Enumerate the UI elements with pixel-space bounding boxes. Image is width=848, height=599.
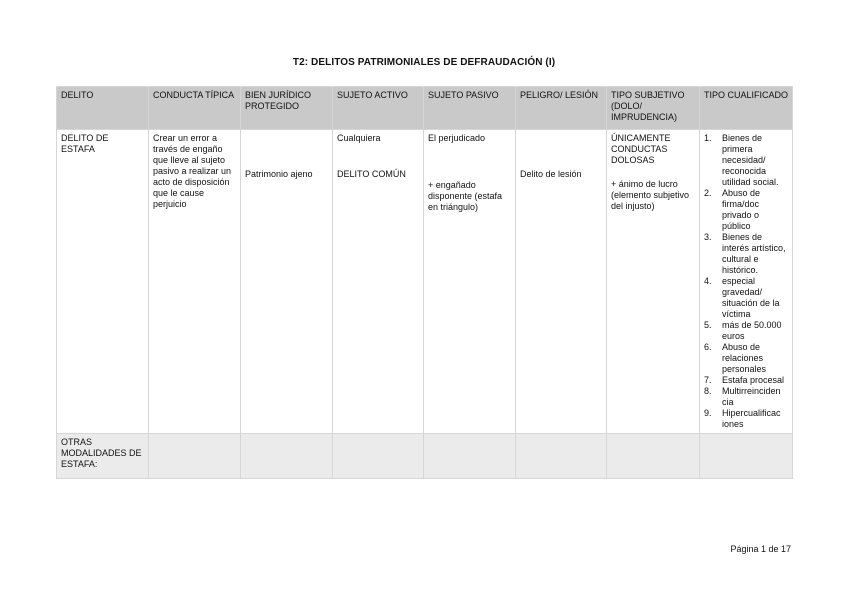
sujeto-pasivo-text: El perjudicado	[428, 133, 486, 143]
cell-bien	[241, 130, 333, 434]
table-row	[57, 130, 793, 434]
list-item-text: Estafa procesal	[722, 375, 785, 385]
list-item-number: 5.	[704, 320, 712, 330]
list-item-number: 7.	[704, 375, 712, 385]
document-title: T2: DELITOS PATRIMONIALES DE DEFRAUDACIÓN (I)	[292, 57, 556, 68]
list-item-text: Abuso de firma/doc privado o público	[722, 188, 761, 231]
list-item-text: Multirreinciden cia	[722, 386, 781, 407]
list-item-number: 2.	[704, 188, 712, 198]
header-delito: DELITO	[57, 87, 149, 130]
empty-cell	[424, 434, 516, 479]
list-item-text: Bienes de interés artístico, cultural e histórico.	[722, 232, 786, 275]
list-item-number: 6.	[704, 342, 712, 352]
offenses-table	[56, 86, 793, 479]
page-number: Página 1 de 17	[730, 544, 791, 554]
cell-delito: DELITO DE ESTAFA	[57, 130, 149, 434]
engañado-text: + engañado disponente (estafa en triángulo)	[428, 180, 503, 212]
header-sujeto-pasivo: SUJETO PASIVO	[424, 87, 516, 130]
list-item	[704, 386, 788, 408]
list-item	[704, 188, 788, 232]
table-row	[57, 434, 793, 479]
list-item-text: Bienes de primera necesidad/ reconocida utilidad social.	[722, 133, 779, 187]
empty-cell	[241, 434, 333, 479]
sujeto-activo-text: Cualquiera	[337, 133, 381, 143]
list-item	[704, 320, 788, 342]
header-conducta-tipica: CONDUCTA TÍPICA	[149, 87, 241, 130]
cell-conducta: Crear un error a través de engaño que lleve al sujeto pasivo a realizar un acto de disposición que le cause perjuicio	[149, 130, 241, 434]
animo-lucro-text: + ánimo de lucro (elemento subjetivo del injusto)	[611, 179, 690, 211]
empty-cell	[607, 434, 700, 479]
list-item-text: Hipercualificac iones	[722, 408, 781, 429]
list-item-text: más de 50.000 euros	[722, 320, 782, 341]
cell-tipo-cualificado	[700, 130, 793, 434]
list-item	[704, 232, 788, 276]
list-item	[704, 276, 788, 320]
header-bien-juridico: BIEN JURÍDICO PROTEGIDO	[241, 87, 333, 130]
list-item-number: 8.	[704, 386, 712, 396]
delito-comun-text: DELITO COMÚN	[337, 169, 406, 179]
cell-tipo-subjetivo	[607, 130, 700, 434]
cell-peligro	[516, 130, 607, 434]
list-item-number: 1.	[704, 133, 712, 143]
bien-text: Patrimonio ajeno	[245, 169, 313, 179]
cell-sujeto-pasivo	[424, 130, 516, 434]
header-sujeto-activo: SUJETO ACTIVO	[333, 87, 424, 130]
empty-cell	[516, 434, 607, 479]
list-item-text: especial gravedad/ situación de la víctima	[722, 276, 780, 319]
list-item-text: Abuso de relaciones personales	[722, 342, 767, 374]
dolo-text: ÚNICAMENTE CONDUCTAS DOLOSAS	[611, 133, 671, 165]
list-item	[704, 375, 788, 386]
list-item	[704, 342, 788, 375]
table-header-row	[57, 87, 793, 130]
list-item-number: 9.	[704, 408, 712, 418]
header-peligro-lesion: PELIGRO/ LESIÓN	[516, 87, 607, 130]
cualificados-list	[704, 133, 788, 430]
empty-cell	[333, 434, 424, 479]
cell-otras-modalidades: OTRAS MODALIDADES DE ESTAFA:	[57, 434, 149, 479]
list-item	[704, 133, 788, 188]
list-item-number: 3.	[704, 232, 712, 242]
header-tipo-cualificado: TIPO CUALIFICADO	[700, 87, 793, 130]
peligro-text: Delito de lesión	[520, 169, 582, 179]
cell-sujeto-activo	[333, 130, 424, 434]
list-item	[704, 408, 788, 430]
list-item-number: 4.	[704, 276, 712, 286]
empty-cell	[149, 434, 241, 479]
empty-cell	[700, 434, 793, 479]
header-tipo-subjetivo: TIPO SUBJETIVO (DOLO/ IMPRUDENCIA)	[607, 87, 700, 130]
